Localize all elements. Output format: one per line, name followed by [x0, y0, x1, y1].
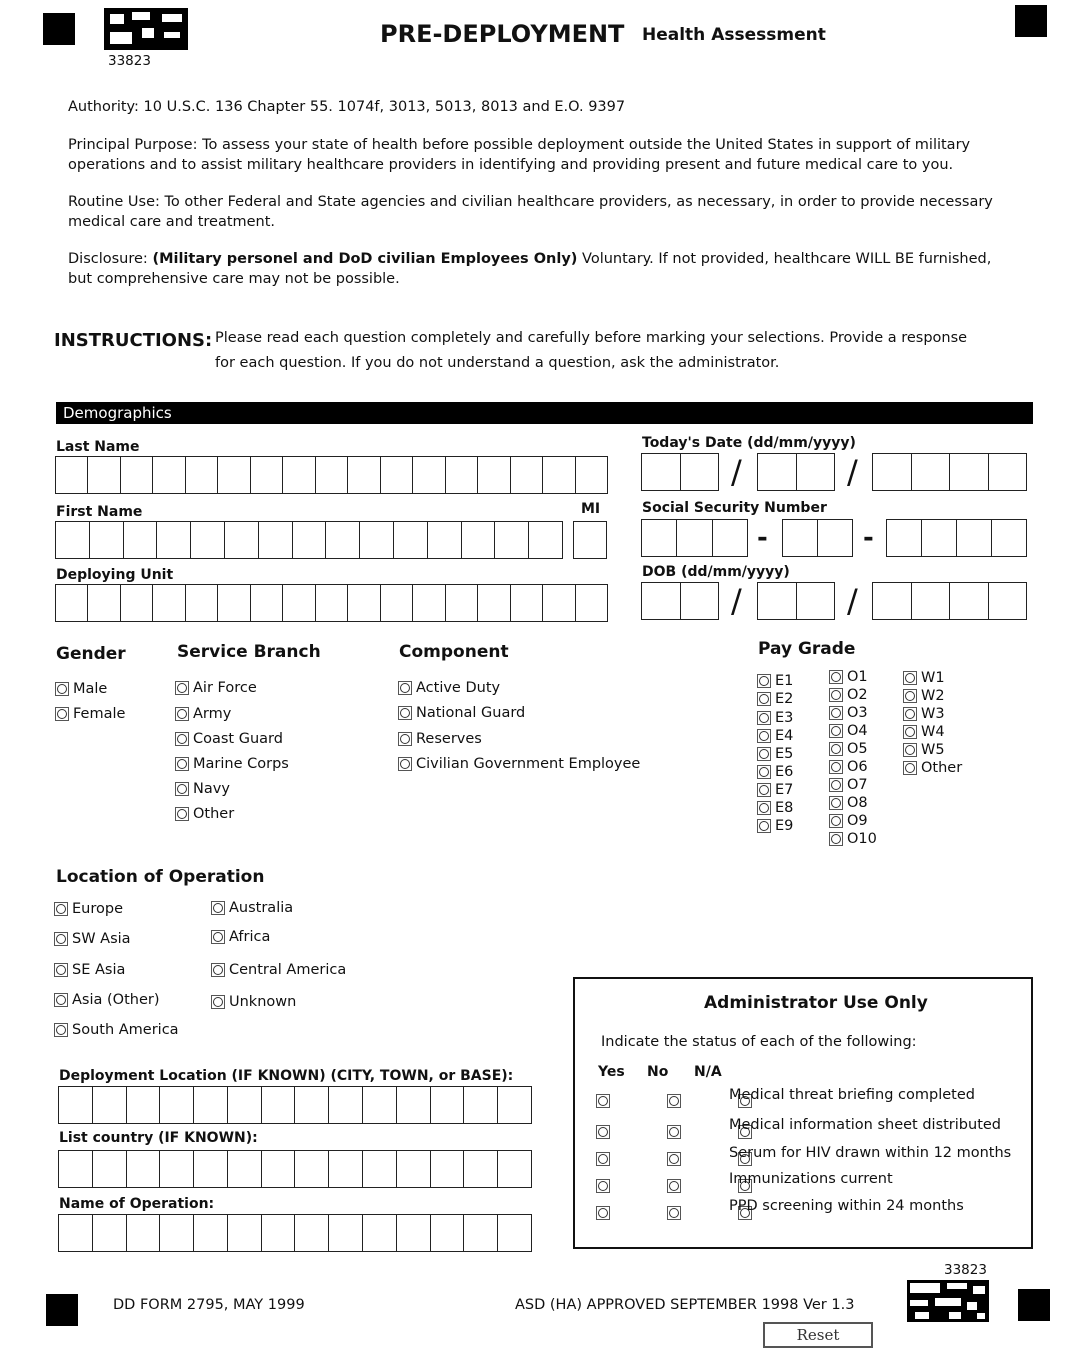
- admin-row-threat-briefing: [596, 1090, 648, 1109]
- radio-icon[interactable]: [757, 729, 771, 743]
- radio-icon[interactable]: [829, 688, 843, 702]
- radio-icon[interactable]: [398, 732, 412, 746]
- radio-icon[interactable]: [757, 783, 771, 797]
- branch-option-coast-guard[interactable]: Coast Guard: [175, 731, 283, 747]
- component-option-civilian[interactable]: Civilian Government Employee: [398, 756, 640, 772]
- country-input[interactable]: [58, 1150, 532, 1188]
- location-option-australia[interactable]: Australia: [211, 900, 293, 916]
- admin-row-info-sheet: [596, 1121, 648, 1140]
- ssn-separator: -: [863, 523, 874, 553]
- todays-date-label: Today's Date (dd/mm/yyyy): [642, 435, 856, 451]
- pay-grade-option-e1[interactable]: E1: [757, 673, 793, 689]
- component-option-active-duty[interactable]: Active Duty: [398, 680, 500, 696]
- reset-button[interactable]: Reset: [763, 1322, 873, 1348]
- radio-icon[interactable]: [829, 778, 843, 792]
- disclosure-text: [68, 249, 1003, 289]
- todays-date-year-input[interactable]: [872, 453, 1027, 491]
- pay-grade-option-other[interactable]: Other: [903, 760, 962, 776]
- mi-label: MI: [581, 501, 601, 517]
- radio-icon[interactable]: [829, 724, 843, 738]
- radio-icon[interactable]: [175, 707, 189, 721]
- admin-item-label: PPD screening within 24 months: [729, 1198, 964, 1214]
- branch-option-army[interactable]: Army: [175, 706, 231, 722]
- date-separator: /: [731, 453, 742, 491]
- admin-row-immunizations: [596, 1175, 648, 1194]
- column-no: No: [647, 1064, 669, 1080]
- pay-grade-option-e2[interactable]: E2: [757, 691, 793, 707]
- form-number-bottom: 33823: [944, 1262, 987, 1278]
- pay-grade-option-e5[interactable]: E5: [757, 746, 793, 762]
- admin-item-label: Immunizations current: [729, 1171, 893, 1187]
- column-yes: Yes: [598, 1064, 625, 1080]
- radio-icon[interactable]: [829, 760, 843, 774]
- deploying-unit-input[interactable]: [55, 584, 608, 622]
- yes-radio-icon[interactable]: [596, 1206, 610, 1220]
- location-title: Location of Operation: [56, 867, 265, 887]
- radio-icon[interactable]: [903, 725, 917, 739]
- gender-title: Gender: [56, 644, 126, 664]
- ssn-part1-input[interactable]: [641, 519, 748, 557]
- yes-radio-icon[interactable]: [596, 1152, 610, 1166]
- radio-icon[interactable]: [175, 757, 189, 771]
- location-option-europe[interactable]: Europe: [54, 901, 123, 917]
- pay-grade-option-o7[interactable]: O7: [829, 777, 868, 793]
- admin-row-hiv-serum: [596, 1148, 648, 1167]
- no-radio-icon[interactable]: [667, 1179, 681, 1193]
- radio-icon[interactable]: [903, 761, 917, 775]
- pay-grade-option-w4[interactable]: W4: [903, 724, 945, 740]
- last-name-label: Last Name: [56, 439, 140, 455]
- country-label: List country (IF KNOWN):: [59, 1130, 258, 1146]
- radio-icon[interactable]: [757, 819, 771, 833]
- no-radio-icon[interactable]: [667, 1152, 681, 1166]
- radio-icon[interactable]: [829, 742, 843, 756]
- pay-grade-title: Pay Grade: [758, 639, 856, 659]
- radio-icon[interactable]: [829, 832, 843, 846]
- admin-row-ppd-screening: [596, 1202, 648, 1221]
- registration-mark-top-right: [1015, 5, 1047, 37]
- location-option-se-asia[interactable]: SE Asia: [54, 962, 125, 978]
- ssn-separator: -: [757, 523, 768, 553]
- approval-text: ASD (HA) APPROVED SEPTEMBER 1998 Ver 1.3: [515, 1297, 855, 1313]
- location-option-unknown[interactable]: Unknown: [211, 994, 296, 1010]
- pay-grade-option-o9[interactable]: O9: [829, 813, 868, 829]
- dob-label: DOB (dd/mm/yyyy): [642, 564, 790, 580]
- authority-text: Authority: 10 U.S.C. 136 Chapter 55. 1074f, 3013, 5013, 8013 and E.O. 9397: [68, 99, 626, 115]
- pay-grade-option-e3[interactable]: E3: [757, 710, 793, 726]
- date-separator: /: [847, 582, 858, 620]
- radio-icon[interactable]: [211, 901, 225, 915]
- gender-option-male[interactable]: Male: [55, 681, 107, 697]
- pay-grade-option-o2[interactable]: O2: [829, 687, 868, 703]
- disclosure-bold: (Military personel and DoD civilian Employees Only): [152, 251, 578, 267]
- location-option-south-america[interactable]: South America: [54, 1022, 179, 1038]
- instructions-label: INSTRUCTIONS:: [54, 330, 213, 351]
- deployment-location-label: Deployment Location (IF KNOWN) (CITY, TOWN, or BASE):: [59, 1068, 514, 1084]
- branch-option-marine-corps[interactable]: Marine Corps: [175, 756, 289, 772]
- first-name-label: First Name: [56, 504, 143, 520]
- radio-icon[interactable]: [55, 682, 69, 696]
- location-option-africa[interactable]: Africa: [211, 929, 270, 945]
- routine-use-text: Routine Use: To other Federal and State agencies and civilian healthcare providers, as necessary, in order to provide necessary medical care and treatment.: [68, 194, 993, 230]
- purpose-text: Principal Purpose: To assess your state of health before possible deployment outside the United States in support of military operations and to assist military healthcare providers in identifying and providing present and future medical care to you.: [68, 137, 971, 173]
- yes-radio-icon[interactable]: [596, 1179, 610, 1193]
- ssn-label: Social Security Number: [642, 500, 827, 516]
- pay-grade-option-w3[interactable]: W3: [903, 706, 945, 722]
- pay-grade-option-o4[interactable]: O4: [829, 723, 868, 739]
- pay-grade-option-o10[interactable]: O10: [829, 831, 877, 847]
- registration-mark-bottom-left: [46, 1294, 78, 1326]
- radio-icon[interactable]: [757, 711, 771, 725]
- form-barcode-bottom: [907, 1280, 989, 1322]
- admin-item-label: Medical threat briefing completed: [729, 1087, 975, 1103]
- radio-icon[interactable]: [829, 796, 843, 810]
- pay-grade-option-e8[interactable]: E8: [757, 800, 793, 816]
- todays-date-month-input[interactable]: [757, 453, 835, 491]
- component-title: Component: [399, 642, 509, 662]
- radio-icon[interactable]: [903, 743, 917, 757]
- radio-icon[interactable]: [757, 747, 771, 761]
- radio-icon[interactable]: [175, 681, 189, 695]
- mi-input[interactable]: [573, 521, 607, 559]
- radio-icon[interactable]: [55, 707, 69, 721]
- column-na: N/A: [694, 1064, 722, 1080]
- radio-icon[interactable]: [757, 674, 771, 688]
- radio-icon[interactable]: [757, 692, 771, 706]
- yes-radio-icon[interactable]: [596, 1094, 610, 1108]
- pay-grade-option-o1[interactable]: O1: [829, 669, 868, 685]
- radio-icon[interactable]: [398, 706, 412, 720]
- page-title: PRE-DEPLOYMENT: [380, 20, 625, 48]
- ssn-part3-input[interactable]: [886, 519, 1027, 557]
- last-name-input[interactable]: [55, 456, 608, 494]
- branch-option-air-force[interactable]: Air Force: [175, 680, 257, 696]
- location-option-sw-asia[interactable]: SW Asia: [54, 931, 131, 947]
- radio-icon[interactable]: [829, 814, 843, 828]
- radio-icon[interactable]: [903, 707, 917, 721]
- radio-icon[interactable]: [211, 963, 225, 977]
- admin-item-label: Medical information sheet distributed: [729, 1117, 1002, 1133]
- location-option-central-america[interactable]: Central America: [211, 962, 346, 978]
- instructions-line2: for each question. If you do not understand a question, ask the administrator.: [215, 355, 780, 371]
- pay-grade-option-w5[interactable]: W5: [903, 742, 945, 758]
- radio-icon[interactable]: [398, 757, 412, 771]
- location-option-asia-other[interactable]: Asia (Other): [54, 992, 159, 1008]
- pay-grade-option-e7[interactable]: E7: [757, 782, 793, 798]
- admin-item-label: Serum for HIV drawn within 12 months: [729, 1145, 1012, 1161]
- pay-grade-option-w1[interactable]: W1: [903, 670, 945, 686]
- radio-icon[interactable]: [398, 681, 412, 695]
- disclosure-rest: Voluntary. If not provided, healthcare WILL BE furnished, but comprehensive care may not be possible.: [68, 251, 992, 287]
- operation-name-input[interactable]: [58, 1214, 532, 1252]
- pay-grade-option-o6[interactable]: O6: [829, 759, 868, 775]
- instructions-line1: Please read each question completely and carefully before marking your selections. Provide a response: [215, 330, 968, 346]
- registration-mark-top-left: [43, 13, 75, 45]
- radio-icon[interactable]: [175, 732, 189, 746]
- date-separator: /: [847, 453, 858, 491]
- pay-grade-option-o3[interactable]: O3: [829, 705, 868, 721]
- radio-icon[interactable]: [757, 801, 771, 815]
- date-separator: /: [731, 582, 742, 620]
- todays-date-day-input[interactable]: [641, 453, 719, 491]
- service-branch-title: Service Branch: [177, 642, 321, 662]
- form-number-top: 33823: [108, 53, 151, 69]
- radio-icon[interactable]: [54, 932, 68, 946]
- radio-icon[interactable]: [211, 930, 225, 944]
- first-name-input[interactable]: [55, 521, 563, 559]
- pay-grade-option-e6[interactable]: E6: [757, 764, 793, 780]
- disclosure-label: Disclosure:: [68, 251, 148, 267]
- branch-option-other[interactable]: Other: [175, 806, 234, 822]
- dob-day-input[interactable]: [641, 582, 719, 620]
- demographics-section-header: Demographics: [56, 402, 1033, 424]
- ssn-part2-input[interactable]: [782, 519, 853, 557]
- component-option-national-guard[interactable]: National Guard: [398, 705, 525, 721]
- yes-radio-icon[interactable]: [596, 1125, 610, 1139]
- form-id: DD FORM 2795, MAY 1999: [113, 1297, 305, 1313]
- radio-icon[interactable]: [757, 765, 771, 779]
- no-radio-icon[interactable]: [667, 1125, 681, 1139]
- operation-name-label: Name of Operation:: [59, 1196, 215, 1212]
- component-option-reserves[interactable]: Reserves: [398, 731, 482, 747]
- radio-icon[interactable]: [54, 1023, 68, 1037]
- administrator-title: Administrator Use Only: [704, 993, 928, 1013]
- pay-grade-option-e4[interactable]: E4: [757, 728, 793, 744]
- radio-icon[interactable]: [54, 902, 68, 916]
- pay-grade-option-o5[interactable]: O5: [829, 741, 868, 757]
- gender-option-female[interactable]: Female: [55, 706, 125, 722]
- registration-mark-bottom-right: [1018, 1289, 1050, 1321]
- no-radio-icon[interactable]: [667, 1206, 681, 1220]
- dob-month-input[interactable]: [757, 582, 835, 620]
- dob-year-input[interactable]: [872, 582, 1027, 620]
- branch-option-navy[interactable]: Navy: [175, 781, 230, 797]
- page-subtitle: Health Assessment: [642, 25, 826, 45]
- pay-grade-option-e9[interactable]: E9: [757, 818, 793, 834]
- deploying-unit-label: Deploying Unit: [56, 567, 174, 583]
- administrator-intro: Indicate the status of each of the following:: [601, 1034, 917, 1050]
- radio-icon[interactable]: [903, 689, 917, 703]
- radio-icon[interactable]: [175, 782, 189, 796]
- deployment-location-input[interactable]: [58, 1086, 532, 1124]
- radio-icon[interactable]: [211, 995, 225, 1009]
- pay-grade-option-o8[interactable]: O8: [829, 795, 868, 811]
- radio-icon[interactable]: [829, 670, 843, 684]
- pay-grade-option-w2[interactable]: W2: [903, 688, 945, 704]
- radio-icon[interactable]: [903, 671, 917, 685]
- radio-icon[interactable]: [175, 807, 189, 821]
- no-radio-icon[interactable]: [667, 1094, 681, 1108]
- radio-icon[interactable]: [829, 706, 843, 720]
- form-barcode-top: [104, 8, 188, 50]
- radio-icon[interactable]: [54, 963, 68, 977]
- radio-icon[interactable]: [54, 993, 68, 1007]
